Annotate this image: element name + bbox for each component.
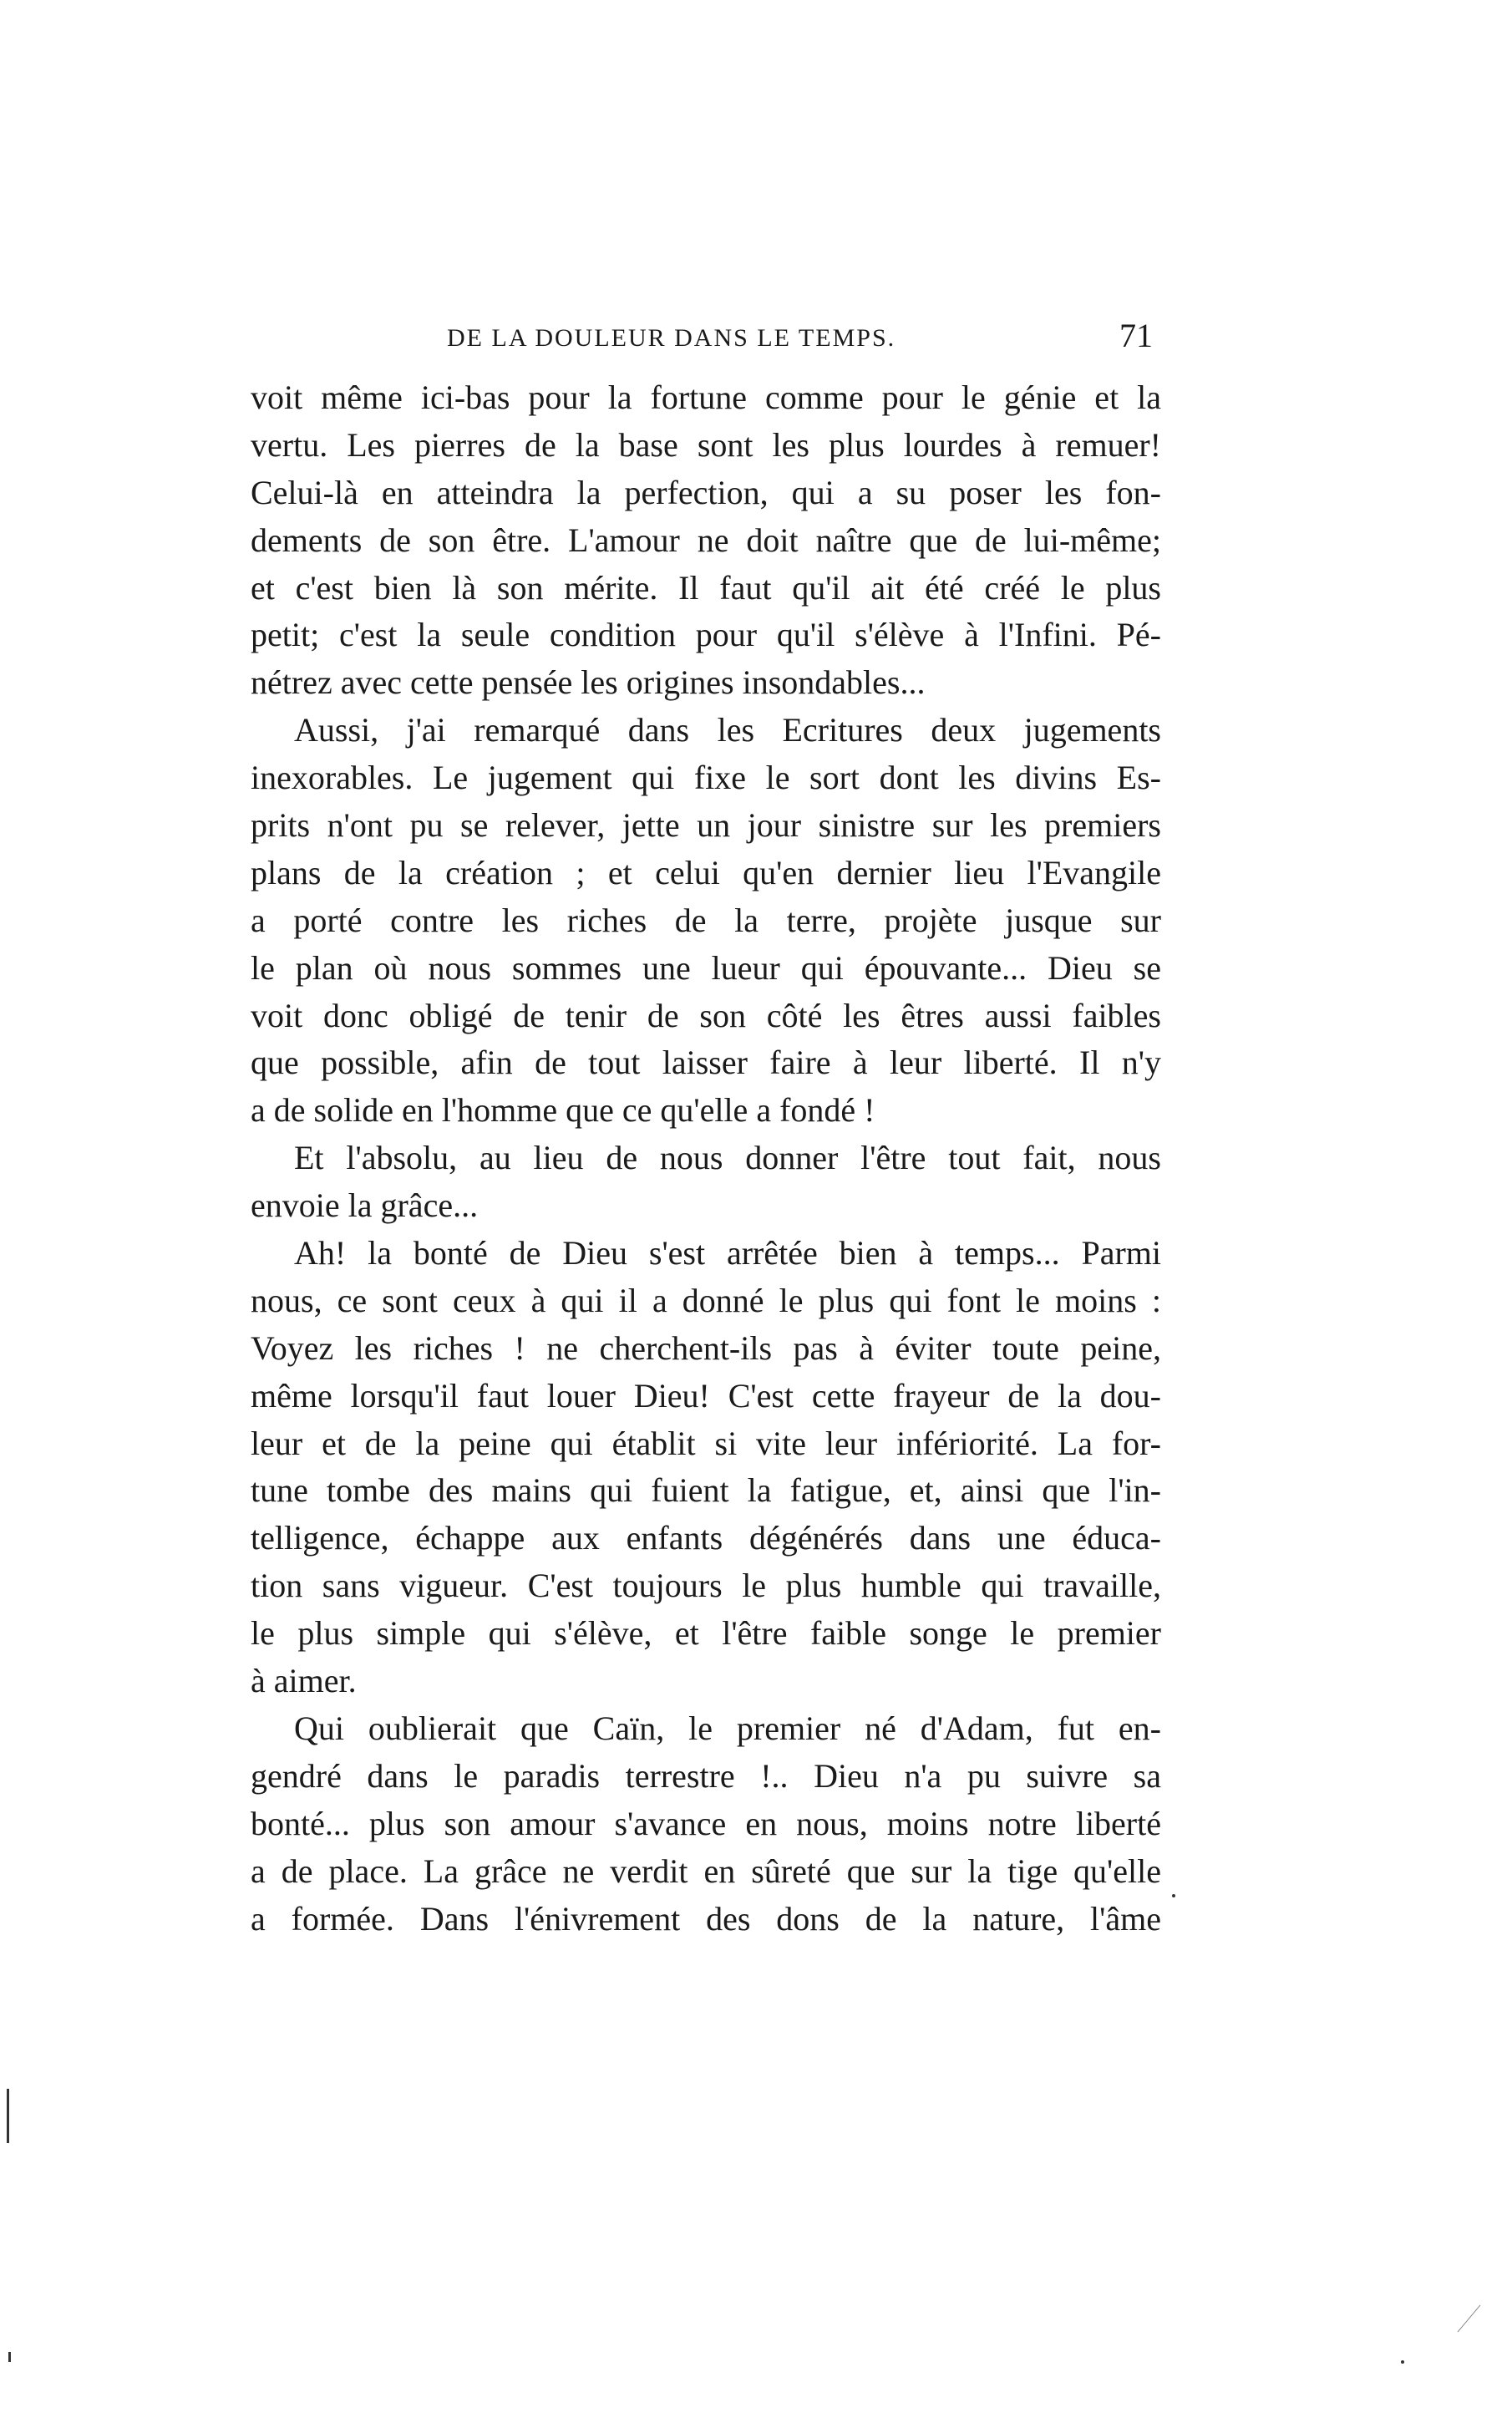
text-line: a formée. Dans l'énivrement des dons de la nature, l'âme [251, 1899, 1161, 1938]
text-line: inexorables. Le jugement qui fixe le sort dont les divins Es- [251, 759, 1161, 797]
text-line: Aussi, j'ai remarqué dans les Ecritures deux jugements [294, 711, 1161, 749]
text-line: bonté... plus son amour s'avance en nous, moins notre liberté [251, 1804, 1161, 1842]
text-line: leur et de la peine qui établit si vite leur infériorité. La for- [251, 1424, 1161, 1462]
text-line: le plan où nous sommes une lueur qui épouvante... Dieu se [251, 948, 1161, 987]
paragraph-5 [251, 1705, 1161, 1943]
text-line: envoie la grâce... [251, 1186, 479, 1225]
text-line: même lorsqu'il faut louer Dieu! C'est cette frayeur de la dou- [251, 1376, 1161, 1415]
text-line: dements de son être. L'amour ne doit naître que de lui-même; [251, 521, 1161, 559]
text-line: gendré dans le paradis terrestre !.. Dieu n'a pu suivre sa [251, 1756, 1161, 1795]
scan-scratch [1458, 2305, 1481, 2333]
paragraph-4 [251, 1230, 1161, 1705]
text-line: prits n'ont pu se relever, jette un jour sinistre sur les premiers [251, 806, 1161, 845]
text-line: nétrez avec cette pensée les origines insondables... [251, 663, 926, 702]
paragraph-3 [251, 1135, 1161, 1230]
text-line: tion sans vigueur. C'est toujours le plus humble qui travaille, [251, 1567, 1161, 1605]
text-line: telligence, échappe aux enfants dégénérés dans une éduca- [251, 1519, 1161, 1557]
text-line: et c'est bien là son mérite. Il faut qu'il ait été créé le plus [251, 568, 1161, 607]
text-line: Voyez les riches ! ne cherchent-ils pas à éviter toute peine, [251, 1328, 1161, 1367]
scan-mark [7, 2089, 9, 2143]
text-line: nous, ce sont ceux à qui il a donné le plus qui font le moins : [251, 1281, 1161, 1319]
text-body [251, 374, 1161, 1943]
scan-speck [1401, 2360, 1404, 2364]
text-line: voit même ici-bas pour la fortune comme pour le génie et la [251, 378, 1161, 416]
text-line: Ah! la bonté de Dieu s'est arrêtée bien à temps... Parmi [294, 1234, 1161, 1272]
running-title: DE LA DOULEUR DANS LE TEMPS. [447, 324, 896, 352]
text-line: a de solide en l'homme que ce qu'elle a fondé ! [251, 1091, 875, 1130]
text-line: Celui-là en atteindra la perfection, qui a su poser les fon- [251, 473, 1161, 511]
text-line: vertu. Les pierres de la base sont les plus lourdes à remuer! [251, 425, 1161, 464]
text-line: que possible, afin de tout laisser faire à leur liberté. Il n'y [251, 1044, 1161, 1082]
paragraph-1 [251, 374, 1161, 707]
text-line: voit donc obligé de tenir de son côté les êtres aussi faibles [251, 996, 1161, 1034]
paragraph-2 [251, 707, 1161, 1135]
page-header [251, 316, 1161, 366]
text-line: à aimer. [251, 1662, 357, 1700]
scan-speck [1172, 1894, 1175, 1897]
text-line: plans de la création ; et celui qu'en dernier lieu l'Evangile [251, 853, 1161, 891]
page-number: 71 [1119, 317, 1153, 354]
text-line: petit; c'est la seule condition pour qu'il s'élève à l'Infini. Pé- [251, 616, 1161, 654]
scan-mark [8, 2352, 11, 2362]
text-line: le plus simple qui s'élève, et l'être faible songe le premier [251, 1614, 1161, 1653]
text-line: Qui oublierait que Caïn, le premier né d'Adam, fut en- [294, 1709, 1161, 1747]
text-line: a porté contre les riches de la terre, projète jusque sur [251, 901, 1161, 939]
text-line: tune tombe des mains qui fuient la fatigue, et, ainsi que l'in- [251, 1471, 1161, 1510]
text-line: a de place. La grâce ne verdit en sûreté que sur la tige qu'elle [251, 1851, 1161, 1890]
text-line: Et l'absolu, au lieu de nous donner l'être tout fait, nous [294, 1139, 1161, 1177]
